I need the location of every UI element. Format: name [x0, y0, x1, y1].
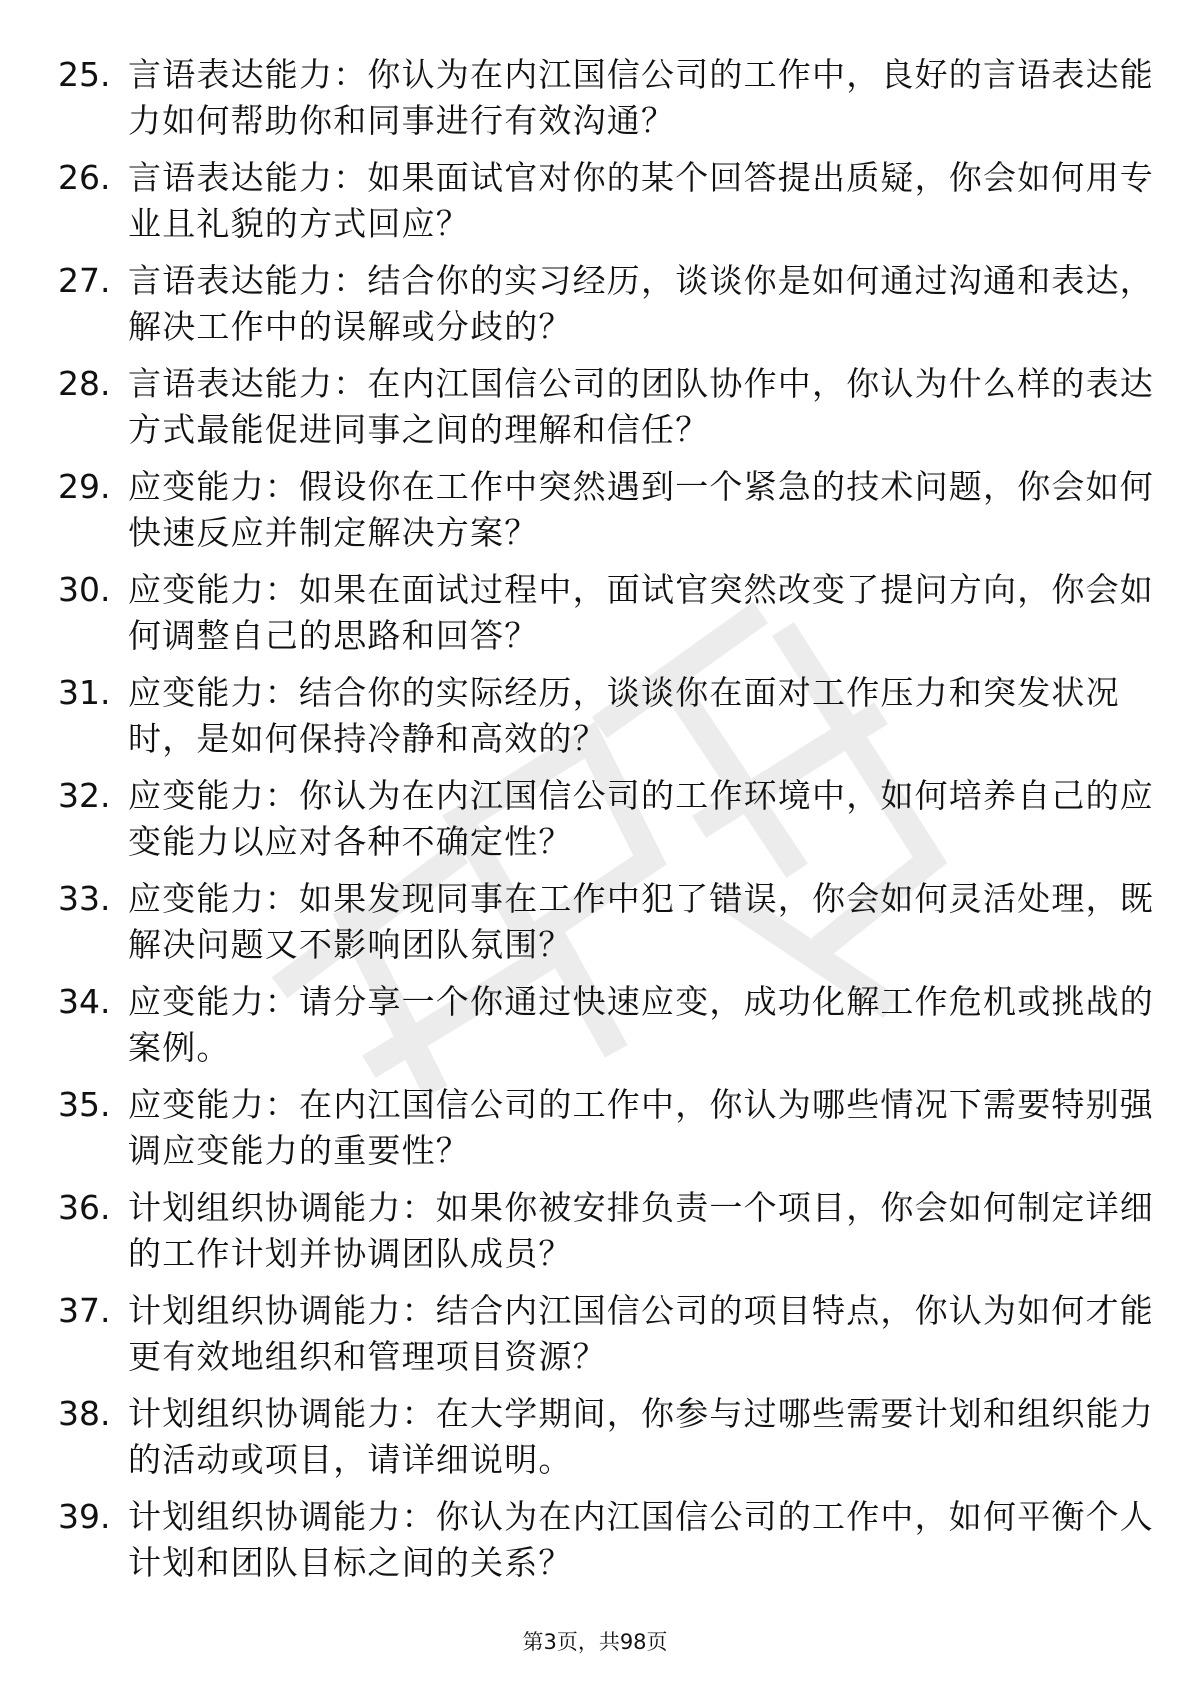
- question-text: 计划组织协调能力：结合内江国信公司的项目特点，你认为如何才能更有效地组织和管理项目资源？: [128, 1291, 1154, 1376]
- question-number: 39.: [58, 1497, 111, 1536]
- question-text: 应变能力：结合你的实际经历，谈谈你在面对工作压力和突发状况时，是如何保持冷静和高效的？: [128, 673, 1120, 758]
- list-item: [58, 355, 1154, 458]
- question-text: 言语表达能力：结合你的实习经历，谈谈你是如何通过沟通和表达，解决工作中的误解或分歧的？: [128, 261, 1154, 346]
- list-item: [58, 1282, 1154, 1385]
- question-text: 应变能力：请分享一个你通过快速应变，成功化解工作危机或挑战的案例。: [128, 982, 1154, 1067]
- list-item: [58, 458, 1154, 561]
- question-number: 30.: [58, 570, 111, 609]
- list-item: [58, 1076, 1154, 1179]
- list-item: [58, 767, 1154, 870]
- question-number: 25.: [58, 55, 111, 94]
- question-text: 应变能力：如果在面试过程中，面试官突然改变了提问方向，你会如何调整自己的思路和回答？: [128, 570, 1154, 655]
- question-number: 32.: [58, 776, 111, 815]
- question-text: 计划组织协调能力：如果你被安排负责一个项目，你会如何制定详细的工作计划并协调团队成员？: [128, 1188, 1154, 1273]
- question-number: 35.: [58, 1085, 111, 1124]
- list-item: [58, 1488, 1154, 1591]
- question-number: 31.: [58, 673, 111, 712]
- question-text: 计划组织协调能力：在大学期间，你参与过哪些需要计划和组织能力的活动或项目，请详细说明。: [128, 1394, 1154, 1479]
- question-text: 言语表达能力：在内江国信公司的团队协作中，你认为什么样的表达方式最能促进同事之间的理解和信任？: [128, 364, 1154, 449]
- question-number: 38.: [58, 1394, 111, 1433]
- question-number: 33.: [58, 879, 111, 918]
- list-item: [58, 561, 1154, 664]
- page-number-label: 第3页，共98页: [522, 1630, 668, 1654]
- question-text: 言语表达能力：如果面试官对你的某个回答提出质疑，你会如何用专业且礼貌的方式回应？: [128, 158, 1154, 243]
- list-item: [58, 664, 1120, 767]
- question-number: 28.: [58, 364, 111, 403]
- page-footer: [0, 1628, 1190, 1656]
- question-text: 应变能力：假设你在工作中突然遇到一个紧急的技术问题，你会如何快速反应并制定解决方案？: [128, 467, 1154, 552]
- list-item: [58, 1385, 1154, 1488]
- list-item: [58, 870, 1154, 973]
- question-text: 计划组织协调能力：你认为在内江国信公司的工作中，如何平衡个人计划和团队目标之间的关系？: [128, 1497, 1154, 1582]
- question-number: 36.: [58, 1188, 111, 1227]
- question-text: 言语表达能力：你认为在内江国信公司的工作中，良好的言语表达能力如何帮助你和同事进行有效沟通？: [128, 55, 1154, 140]
- question-number: 29.: [58, 467, 111, 506]
- question-number: 26.: [58, 158, 111, 197]
- question-text: 应变能力：你认为在内江国信公司的工作环境中，如何培养自己的应变能力以应对各种不确定性？: [128, 776, 1154, 861]
- question-number: 37.: [58, 1291, 111, 1330]
- list-item: [58, 252, 1154, 355]
- question-list: [58, 46, 1154, 1591]
- list-item: [58, 149, 1154, 252]
- list-item: [58, 46, 1154, 149]
- list-item: [58, 1179, 1154, 1282]
- question-number: 34.: [58, 982, 111, 1021]
- question-text: 应变能力：如果发现同事在工作中犯了错误，你会如何灵活处理，既解决问题又不影响团队氛围？: [128, 879, 1154, 964]
- list-item: [58, 973, 1154, 1076]
- question-number: 27.: [58, 261, 111, 300]
- question-text: 应变能力：在内江国信公司的工作中，你认为哪些情况下需要特别强调应变能力的重要性？: [128, 1085, 1154, 1170]
